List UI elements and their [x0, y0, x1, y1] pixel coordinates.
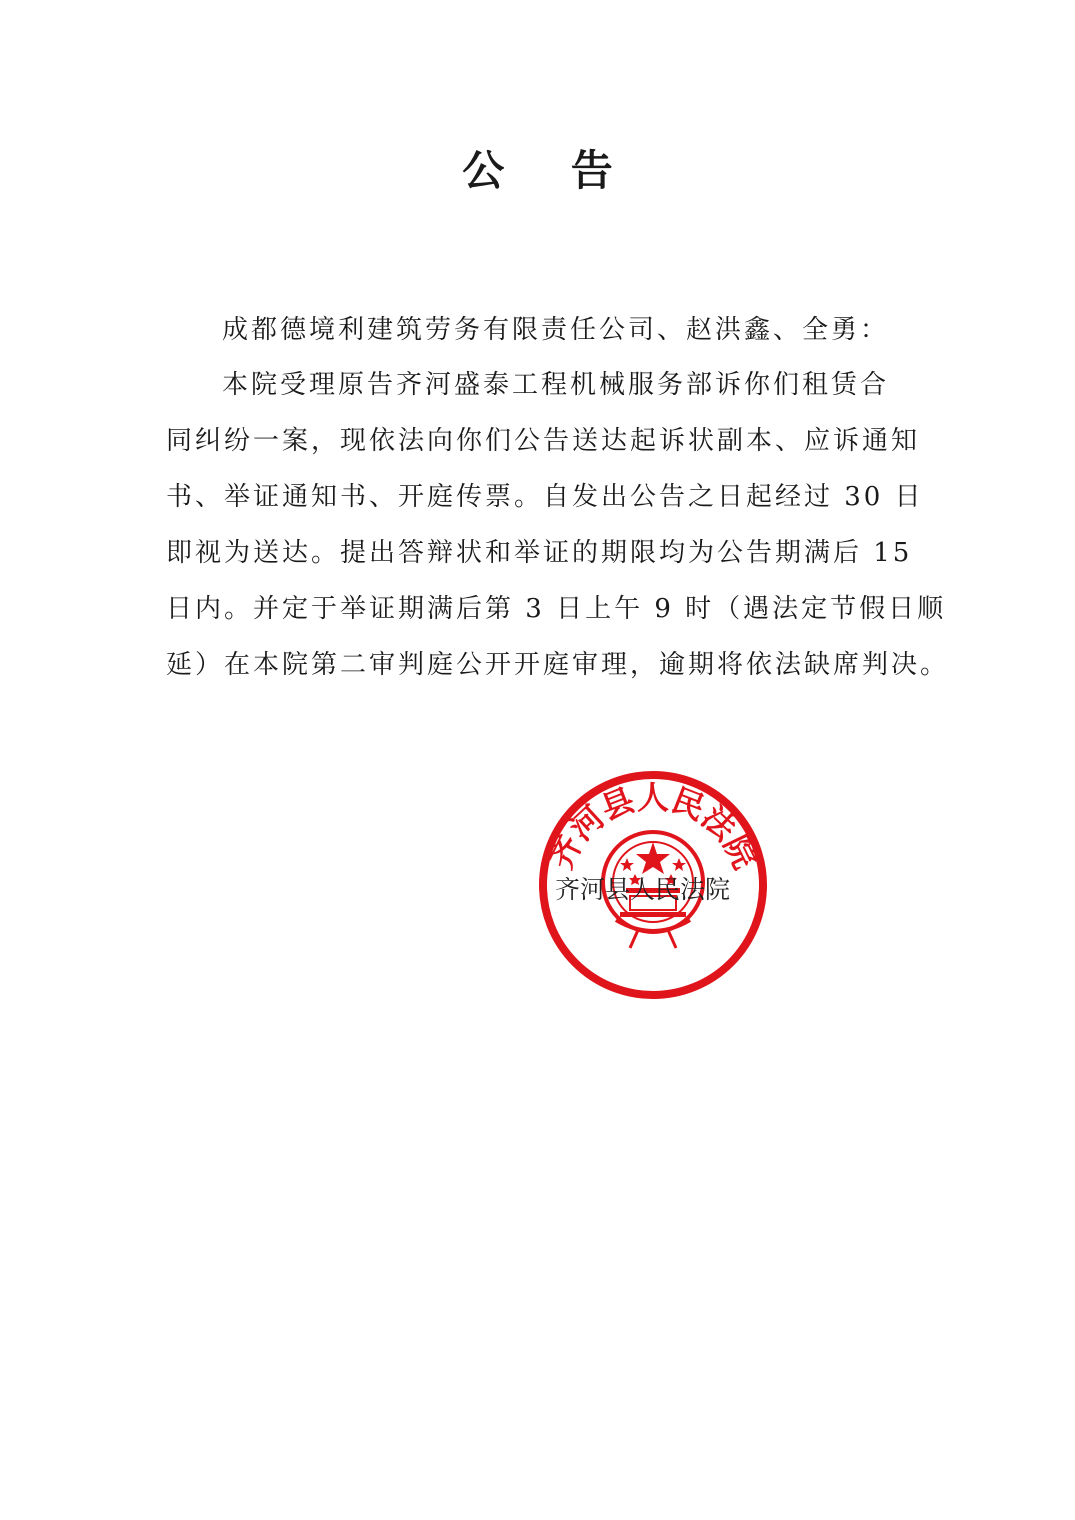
body-line: 本院受理原告齐河盛泰工程机械服务部诉你们租赁合	[222, 370, 890, 400]
body-line: 即视为送达。提出答辩状和举证的期限均为公告期满后 15	[166, 538, 913, 568]
body-line: 同纠纷一案，现依法向你们公告送达起诉状副本、应诉通知	[166, 426, 921, 456]
addressee-line: 成都德境利建筑劳务有限责任公司、赵洪鑫、全勇：	[222, 315, 890, 345]
seal-text: 齐河县人民法院	[541, 778, 765, 875]
body-line: 延）在本院第二审判庭公开开庭审理，逾期将依法缺席判决。	[166, 650, 950, 680]
document-title: 公 告	[462, 146, 639, 195]
court-signature: 齐河县人民法院	[555, 875, 731, 904]
body-line: 书、举证通知书、开庭传票。自发出公告之日起经过 30 日	[166, 482, 924, 512]
body-line: 日内。并定于举证期满后第 3 日上午 9 时（遇法定节假日顺	[166, 594, 947, 624]
